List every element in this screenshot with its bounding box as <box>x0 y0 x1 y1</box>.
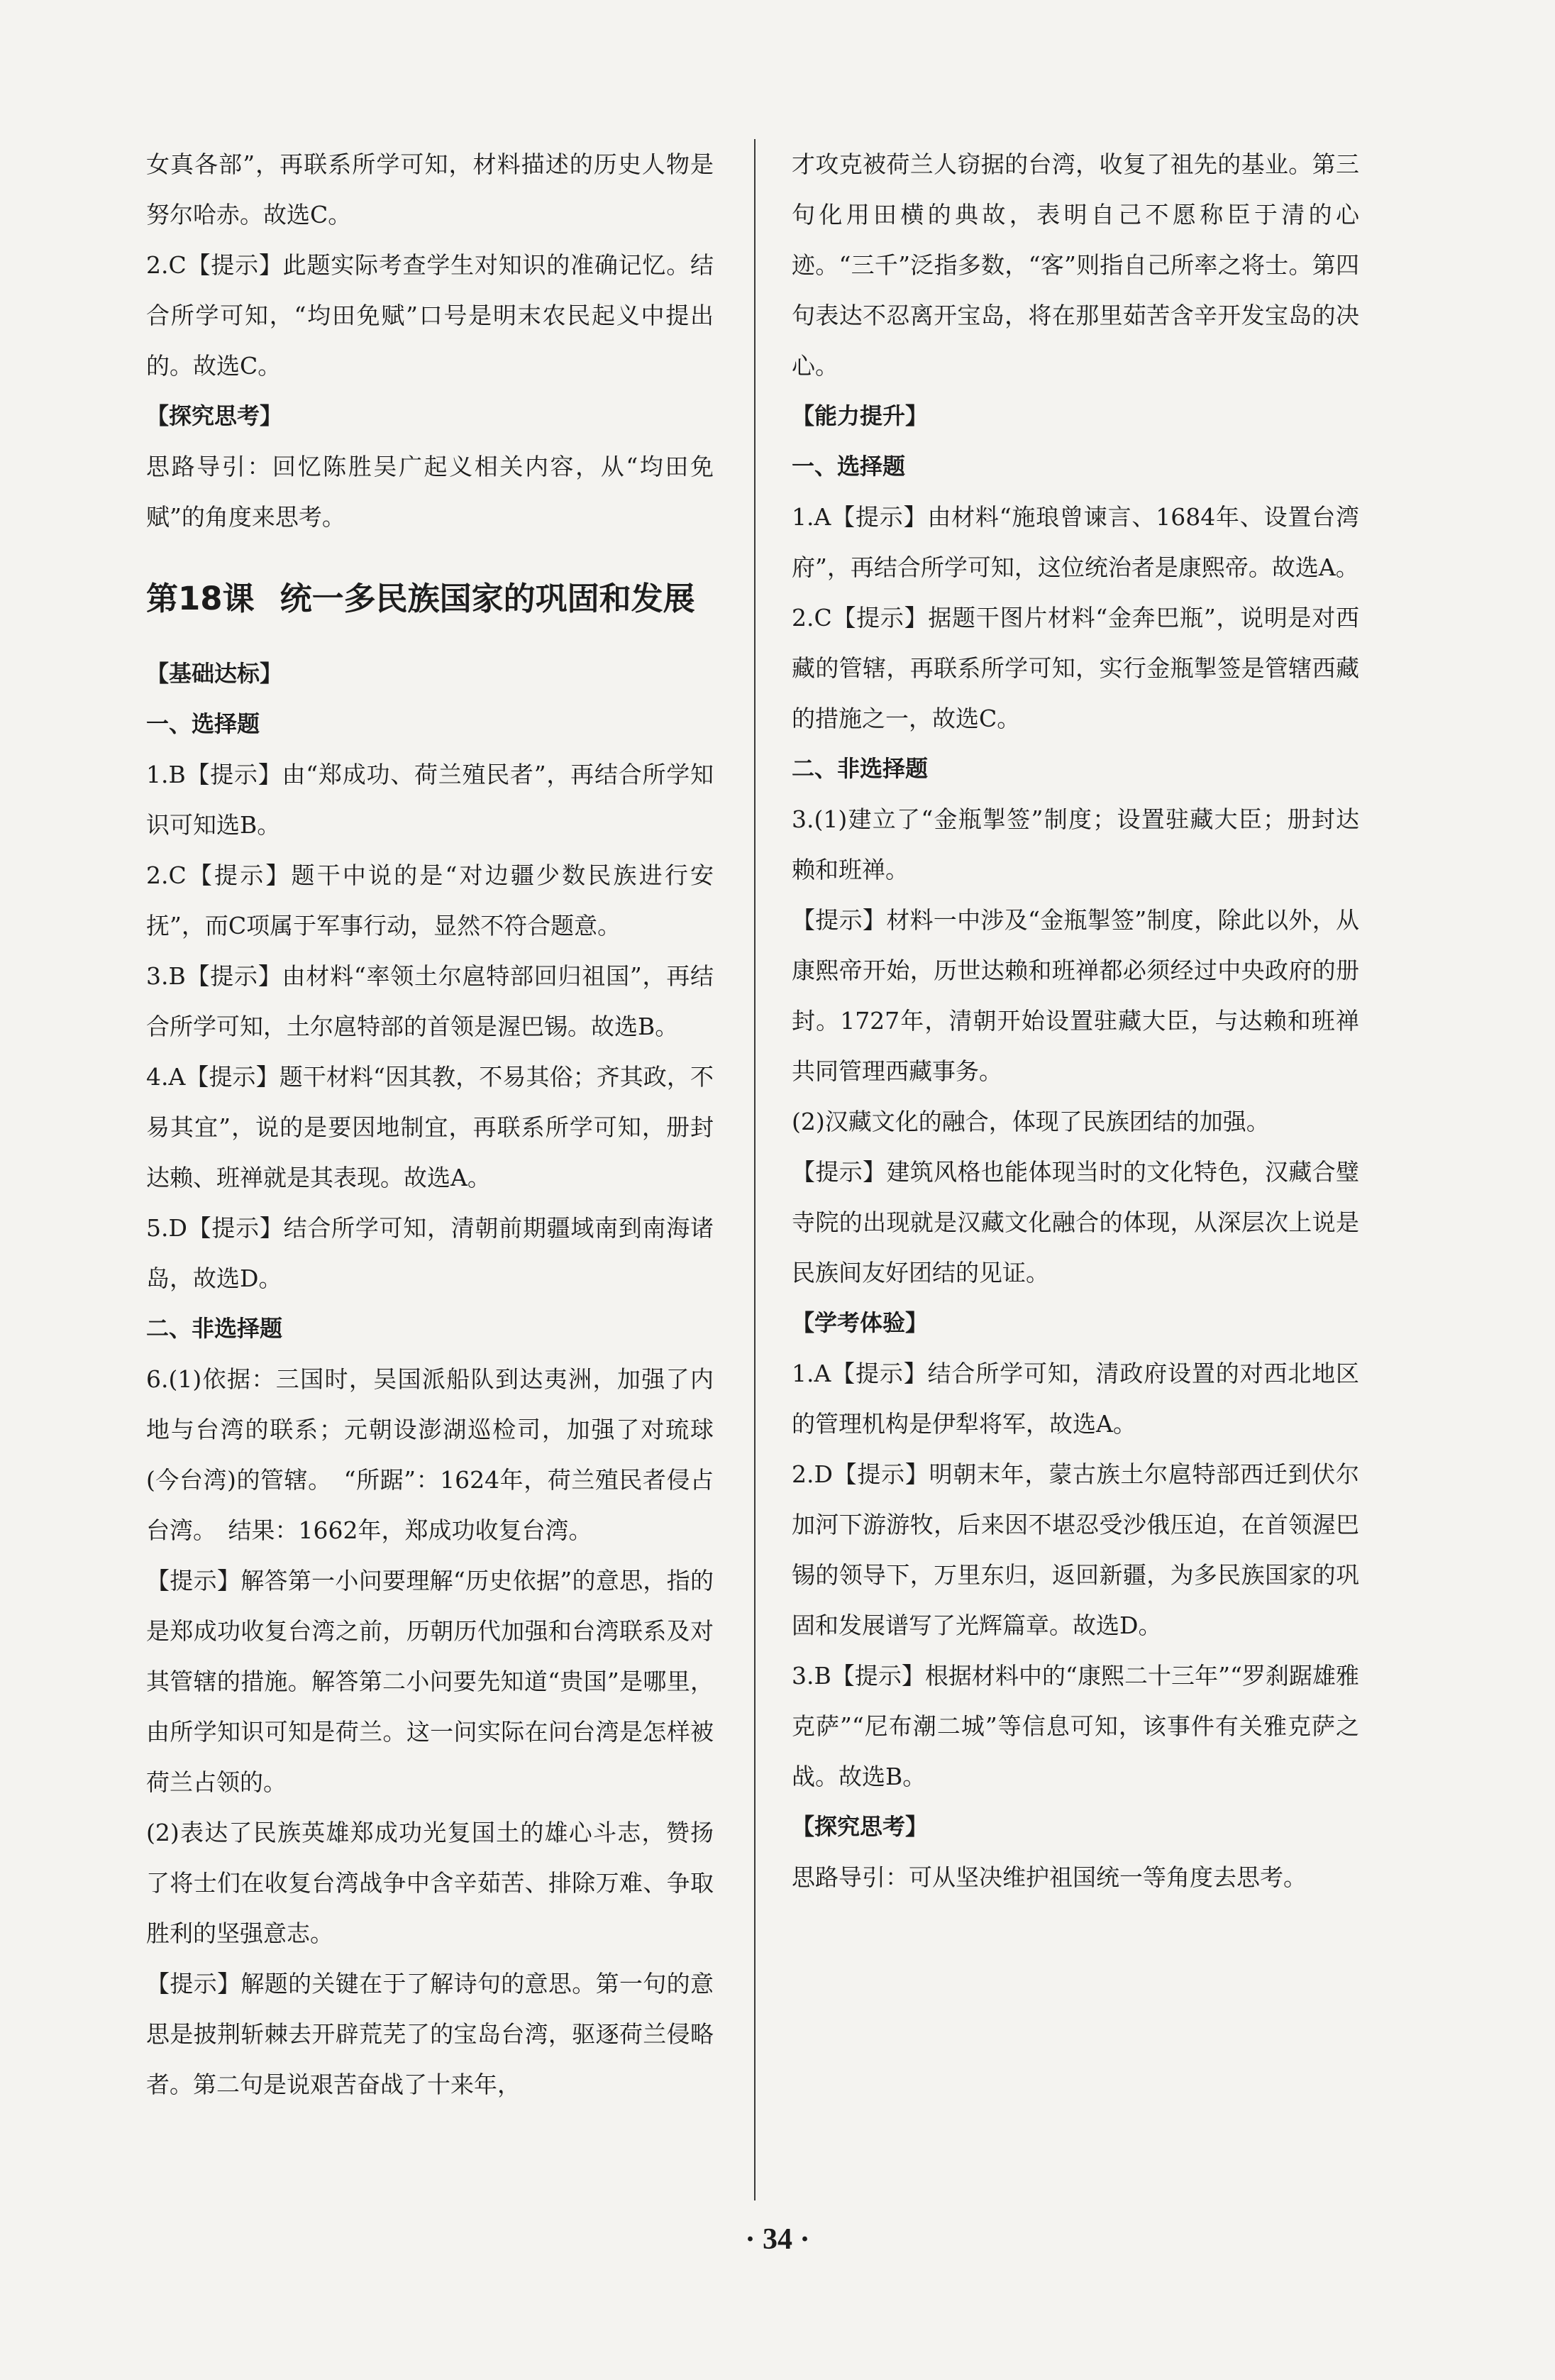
answer-tip: 【提示】材料一中涉及“金瓶掣签”制度，除此以外，从康熙帝开始，历世达赖和班禅都必须经过中央政府的册封。1727年，清朝开始设置驻藏大臣，与达赖和班禅共同管理西藏事务。 <box>792 906 1359 1085</box>
answer-item: 1.A【提示】由材料“施琅曾谏言、1684年、设置台湾府”，再结合所学可知，这位统治者是康熙帝。故选A。 <box>792 503 1359 581</box>
left-column <box>146 139 714 2110</box>
answer-tip: 【提示】解答第一小问要理解“历史依据”的意思，指的是郑成功收复台湾之前，历朝历代加强和台湾联系及对其管辖的措施。解答第二小问要先知道“贵国”是哪里，由所学知识可知是荷兰。这一问实际在问台湾是怎样被荷兰占领的。 <box>146 1567 714 1796</box>
subheading-choice: 一、选择题 <box>146 710 260 737</box>
section-heading-basic: 【基础达标】 <box>146 660 283 687</box>
subheading-nonchoice: 二、非选择题 <box>792 755 929 782</box>
answer-item: 1.B【提示】由“郑成功、荷兰殖民者”，再结合所学知识可知选B。 <box>146 761 714 839</box>
subheading-choice: 一、选择题 <box>792 453 906 480</box>
right-column <box>792 139 1359 1902</box>
column-divider <box>754 139 756 2200</box>
answer-item: 5.D【提示】结合所学可知，清朝前期疆域南到南海诸岛，故选D。 <box>146 1214 714 1292</box>
answer-item: (2)表达了民族英雄郑成功光复国土的雄心斗志，赞扬了将士们在收复台湾战争中含辛茹苦、排除万难、争取胜利的坚强意志。 <box>146 1819 714 1947</box>
section-heading-exam: 【学考体验】 <box>792 1309 929 1336</box>
answer-item: 3.(1)建立了“金瓶掣签”制度；设置驻藏大臣；册封达赖和班禅。 <box>792 805 1359 883</box>
paragraph: 才攻克被荷兰人窃据的台湾，收复了祖先的基业。第三句化用田横的典故，表明自己不愿称臣于清的心迹。“三千”泛指多数，“客”则指自己所率之将士。第四句表达不忍离开宝岛，将在那里茹苦含辛开发宝岛的决心。 <box>792 150 1359 380</box>
answer-item: 4.A【提示】题干材料“因其教，不易其俗；齐其政，不易其宜”，说的是要因地制宜，再联系所学可知，册封达赖、班禅就是其表现。故选A。 <box>146 1063 714 1191</box>
answer-item: 1.A【提示】结合所学可知，清政府设置的对西北地区的管理机构是伊犁将军，故选A。 <box>792 1360 1359 1438</box>
paragraph: 思路导引：可从坚决维护祖国统一等角度去思考。 <box>792 1863 1307 1891</box>
paragraph: 思路导引：回忆陈胜吴广起义相关内容，从“均田免赋”的角度来思考。 <box>146 453 714 531</box>
answer-tip: 【提示】解题的关键在于了解诗句的意思。第一句的意思是披荆斩棘去开辟荒芜了的宝岛台湾，驱逐荷兰侵略者。第二句是说艰苦奋战了十来年， <box>146 1970 714 2098</box>
answer-item: 2.C【提示】题干中说的是“对边疆少数民族进行安抚”，而C项属于军事行动，显然不符合题意。 <box>146 861 714 940</box>
answer-item: 2.D【提示】明朝末年，蒙古族土尔扈特部西迁到伏尔加河下游游牧，后来因不堪忍受沙俄压迫，在首领渥巴锡的领导下，万里东归，返回新疆，为多民族国家的巩固和发展谱写了光辉篇章。故选D。 <box>792 1460 1359 1639</box>
answer-item: 2.C【提示】此题实际考查学生对知识的准确记忆。结合所学可知，“均田免赋”口号是明末农民起义中提出的。故选C。 <box>146 251 714 380</box>
answer-item: 3.B【提示】根据材料中的“康熙二十三年”“罗刹踞雄雅克萨”“尼布潮二城”等信息可知，该事件有关雅克萨之战。故选B。 <box>792 1662 1359 1790</box>
page-number: · 34 · <box>745 2223 810 2256</box>
answer-item: (2)汉藏文化的融合，体现了民族团结的加强。 <box>792 1108 1270 1135</box>
answer-item: 2.C【提示】据题干图片材料“金奔巴瓶”，说明是对西藏的管辖，再联系所学可知，实行金瓶掣签是管辖西藏的措施之一，故选C。 <box>792 604 1359 732</box>
lesson-title <box>146 563 714 634</box>
answer-item: 3.B【提示】由材料“率领土尔扈特部回归祖国”，再结合所学可知，土尔扈特部的首领是渥巴锡。故选B。 <box>146 962 714 1040</box>
lesson-number: 第18课 <box>146 580 255 617</box>
paragraph: 女真各部”，再联系所学可知，材料描述的历史人物是努尔哈赤。故选C。 <box>146 150 714 228</box>
section-heading-improve: 【能力提升】 <box>792 402 929 429</box>
lesson-name: 统一多民族国家的巩固和发展 <box>280 580 695 617</box>
answer-tip: 【提示】建筑风格也能体现当时的文化特色，汉藏合璧寺院的出现就是汉藏文化融合的体现，从深层次上说是民族间友好团结的见证。 <box>792 1158 1359 1287</box>
section-heading-explore: 【探究思考】 <box>146 402 283 429</box>
answer-item: 6.(1)依据：三国时，吴国派船队到达夷洲，加强了内地与台湾的联系；元朝设澎湖巡检司，加强了对琉球(今台湾)的管辖。 “所踞”：1624年，荷兰殖民者侵占台湾。 结果：1662年，郑成功收复台湾。 <box>146 1365 714 1544</box>
section-heading-explore: 【探究思考】 <box>792 1813 929 1840</box>
subheading-nonchoice: 二、非选择题 <box>146 1315 283 1342</box>
